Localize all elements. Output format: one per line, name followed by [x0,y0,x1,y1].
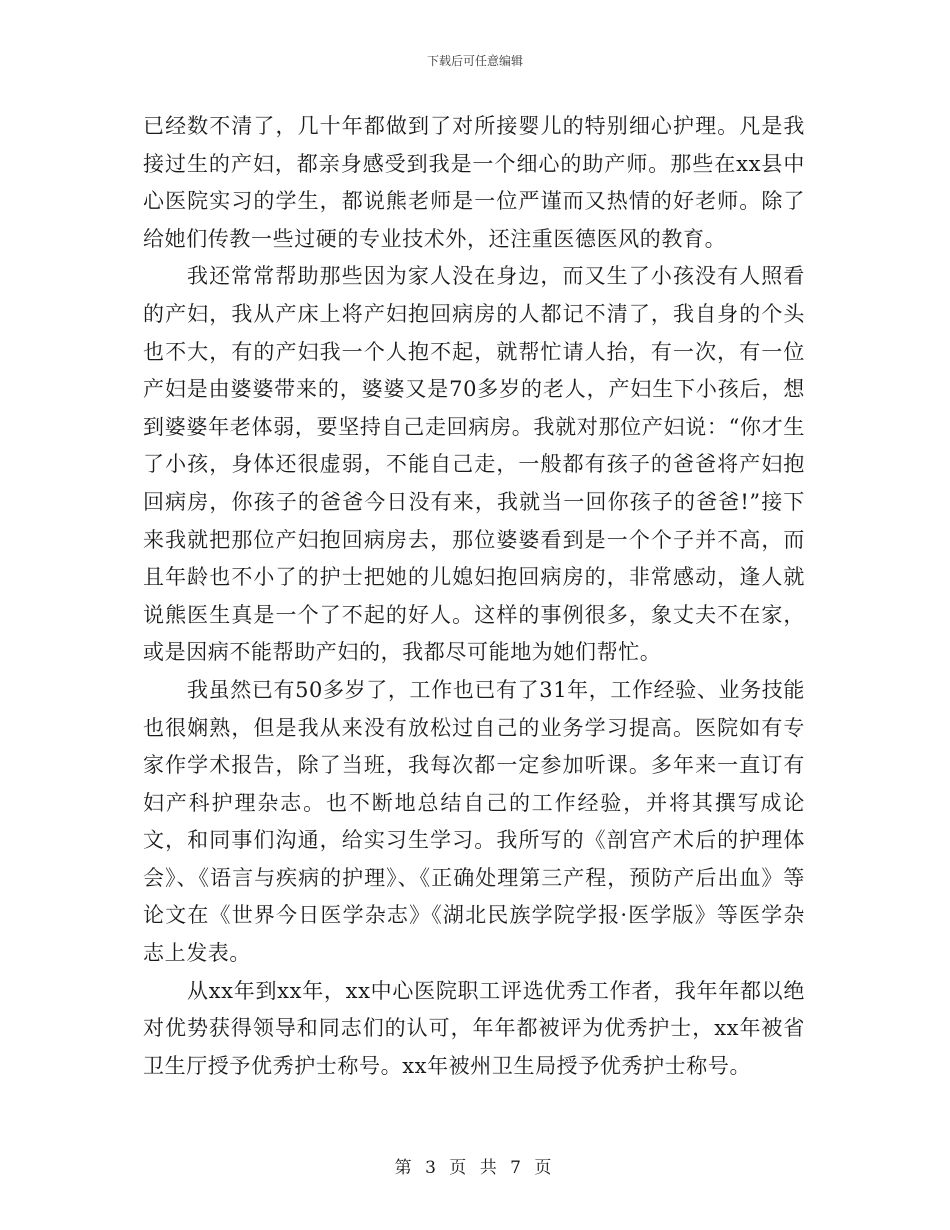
paragraph: 我虽然已有50多岁了，工作也已有了31年，工作经验、业务技能也很娴熟，但是我从来没有放松过自己的业务学习提高。医院如有专家作学术报告，除了当班，我每次都一定参加听课。多年来一直订有妇产科护理杂志。也不断地总结自己的工作经验，并将其撰写成论文，和同事们沟通，给实习生学习。我所写的《剖宫产术后的护理体会》、《语言与疾病的护理》、《正确处理第三产程，预防产后出血》等论文在《世界今日医学杂志》《湖北民族学院学报·医学版》等医学杂志上发表。 [143,677,805,966]
header-note: 下载后可任意编辑 [426,54,523,68]
page-number-footer: 第 3 页 共 7 页 [394,1158,556,1178]
paragraph: 从xx年到xx年，xx中心医院职工评选优秀工作者，我年年都以绝对优势获得领导和同志们的认可，年年都被评为优秀护士，xx年被省卫生厅授予优秀护士称号。xx年被州卫生局授予优秀护士称号。 [143,978,805,1078]
paragraph-continuation: 已经数不清了，几十年都做到了对所接婴儿的特别细心护理。凡是我接过生的产妇，都亲身感受到我是一个细心的助产师。那些在xx县中心医院实习的学生，都说熊老师是一位严谨而又热情的好老师。除了给她们传教一些过硬的专业技术外，还注重医德医风的教育。 [143,114,805,251]
body-text [143,108,805,1085]
paragraph: 我还常常帮助那些因为家人没在身边，而又生了小孩没有人照看的产妇，我从产床上将产妇抱回病房的人都记不清了，我自身的个头也不大，有的产妇我一个人抱不起，就帮忙请人抬，有一次，有一位产妇是由婆婆带来的，婆婆又是70多岁的老人，产妇生下小孩后，想到婆婆年老体弱，要坚持自己走回病房。我就对那位产妇说：“你才生了小孩，身体还很虚弱，不能自己走，一般都有孩子的爸爸将产妇抱回病房，你孩子的爸爸今日没有来，我就当一回你孩子的爸爸!”接下来我就把那位产妇抱回病房去，那位婆婆看到是一个个子并不高，而且年龄也不小了的护士把她的儿媳妇抱回病房的，非常感动，逢人就说熊医生真是一个了不起的好人。这样的事例很多，象丈夫不在家，或是因病不能帮助产妇的，我都尽可能地为她们帮忙。 [143,264,805,665]
